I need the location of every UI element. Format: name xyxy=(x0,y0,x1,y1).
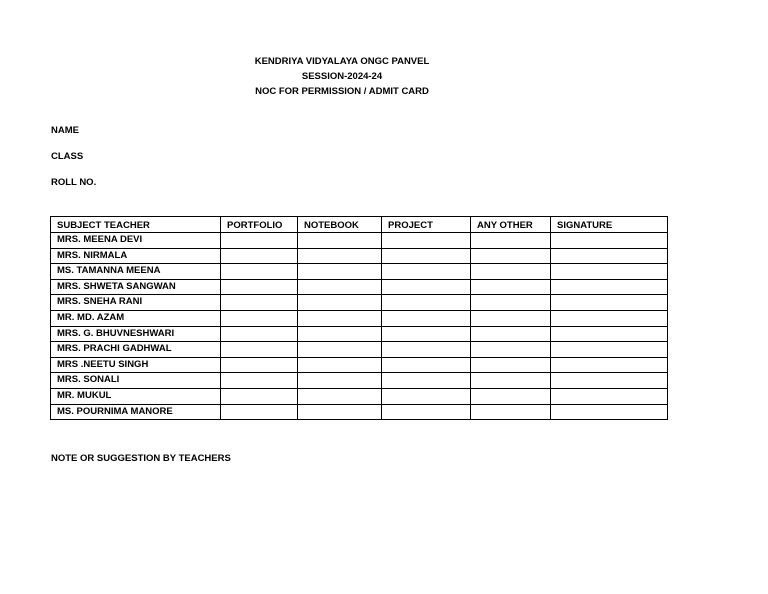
teacher-name-cell: MRS .NEETU SINGH xyxy=(51,357,221,373)
portfolio-cell xyxy=(221,279,298,295)
table-row xyxy=(51,357,668,373)
table-row xyxy=(51,310,668,326)
teacher-note-label: NOTE OR SUGGESTION BY TEACHERS xyxy=(51,453,231,464)
roll-number-field-label: ROLL NO. xyxy=(51,177,97,188)
table-row xyxy=(51,388,668,404)
portfolio-cell xyxy=(221,310,298,326)
portfolio-cell xyxy=(221,342,298,358)
table-row xyxy=(51,342,668,358)
portfolio-cell xyxy=(221,233,298,249)
teacher-name-cell: MRS. MEENA DEVI xyxy=(51,233,221,249)
notebook-cell xyxy=(298,388,382,404)
any-other-cell xyxy=(471,404,551,420)
notebook-cell xyxy=(298,326,382,342)
project-cell xyxy=(382,264,471,280)
notebook-cell xyxy=(298,404,382,420)
project-cell xyxy=(382,233,471,249)
teacher-name-cell: MR. MUKUL xyxy=(51,388,221,404)
table-row xyxy=(51,279,668,295)
signature-cell xyxy=(551,310,668,326)
document-subtitle: NOC FOR PERMISSION / ADMIT CARD xyxy=(255,86,429,97)
signature-cell xyxy=(551,342,668,358)
column-header-subject-teacher: SUBJECT TEACHER xyxy=(51,217,221,233)
notebook-cell xyxy=(298,357,382,373)
notebook-cell xyxy=(298,310,382,326)
teacher-name-cell: MS. TAMANNA MEENA xyxy=(51,264,221,280)
notebook-cell xyxy=(298,233,382,249)
signature-cell xyxy=(551,295,668,311)
notebook-cell xyxy=(298,264,382,280)
signature-cell xyxy=(551,264,668,280)
teacher-signature-table xyxy=(50,216,668,420)
any-other-cell xyxy=(471,388,551,404)
table-header-row xyxy=(51,217,668,233)
any-other-cell xyxy=(471,295,551,311)
notebook-cell xyxy=(298,342,382,358)
signature-cell xyxy=(551,404,668,420)
column-header-notebook: NOTEBOOK xyxy=(298,217,382,233)
teacher-name-cell: MRS. NIRMALA xyxy=(51,248,221,264)
notebook-cell xyxy=(298,279,382,295)
signature-cell xyxy=(551,233,668,249)
name-field-label: NAME xyxy=(51,125,79,136)
project-cell xyxy=(382,357,471,373)
any-other-cell xyxy=(471,373,551,389)
teacher-name-cell: MRS. SNEHA RANI xyxy=(51,295,221,311)
signature-cell xyxy=(551,248,668,264)
document-header xyxy=(0,54,684,99)
project-cell xyxy=(382,404,471,420)
signature-cell xyxy=(551,326,668,342)
project-cell xyxy=(382,342,471,358)
teacher-name-cell: MS. POURNIMA MANORE xyxy=(51,404,221,420)
table-row xyxy=(51,404,668,420)
table-row xyxy=(51,295,668,311)
signature-cell xyxy=(551,357,668,373)
column-header-project: PROJECT xyxy=(382,217,471,233)
portfolio-cell xyxy=(221,264,298,280)
teacher-name-cell: MRS. PRACHI GADHWAL xyxy=(51,342,221,358)
table-row xyxy=(51,326,668,342)
project-cell xyxy=(382,373,471,389)
project-cell xyxy=(382,310,471,326)
project-cell xyxy=(382,279,471,295)
any-other-cell xyxy=(471,357,551,373)
table-row xyxy=(51,264,668,280)
column-header-signature: SIGNATURE xyxy=(551,217,668,233)
any-other-cell xyxy=(471,248,551,264)
notebook-cell xyxy=(298,248,382,264)
portfolio-cell xyxy=(221,295,298,311)
any-other-cell xyxy=(471,326,551,342)
portfolio-cell xyxy=(221,248,298,264)
column-header-portfolio: PORTFOLIO xyxy=(221,217,298,233)
teacher-name-cell: MRS. SONALI xyxy=(51,373,221,389)
any-other-cell xyxy=(471,310,551,326)
any-other-cell xyxy=(471,264,551,280)
signature-cell xyxy=(551,373,668,389)
portfolio-cell xyxy=(221,326,298,342)
teacher-name-cell: MR. MD. AZAM xyxy=(51,310,221,326)
portfolio-cell xyxy=(221,388,298,404)
signature-cell xyxy=(551,388,668,404)
table-row xyxy=(51,233,668,249)
any-other-cell xyxy=(471,233,551,249)
school-name: KENDRIYA VIDYALAYA ONGC PANVEL xyxy=(254,56,430,67)
session-label: SESSION-2024-24 xyxy=(301,71,383,82)
teacher-name-cell: MRS. G. BHUVNESHWARI xyxy=(51,326,221,342)
portfolio-cell xyxy=(221,373,298,389)
project-cell xyxy=(382,248,471,264)
teacher-name-cell: MRS. SHWETA SANGWAN xyxy=(51,279,221,295)
any-other-cell xyxy=(471,342,551,358)
portfolio-cell xyxy=(221,404,298,420)
table-body xyxy=(51,233,668,420)
signature-cell xyxy=(551,279,668,295)
class-field-label: CLASS xyxy=(51,151,84,162)
column-header-any-other: ANY OTHER xyxy=(471,217,551,233)
project-cell xyxy=(382,295,471,311)
project-cell xyxy=(382,326,471,342)
notebook-cell xyxy=(298,373,382,389)
notebook-cell xyxy=(298,295,382,311)
portfolio-cell xyxy=(221,357,298,373)
any-other-cell xyxy=(471,279,551,295)
table-row xyxy=(51,373,668,389)
project-cell xyxy=(382,388,471,404)
table-row xyxy=(51,248,668,264)
